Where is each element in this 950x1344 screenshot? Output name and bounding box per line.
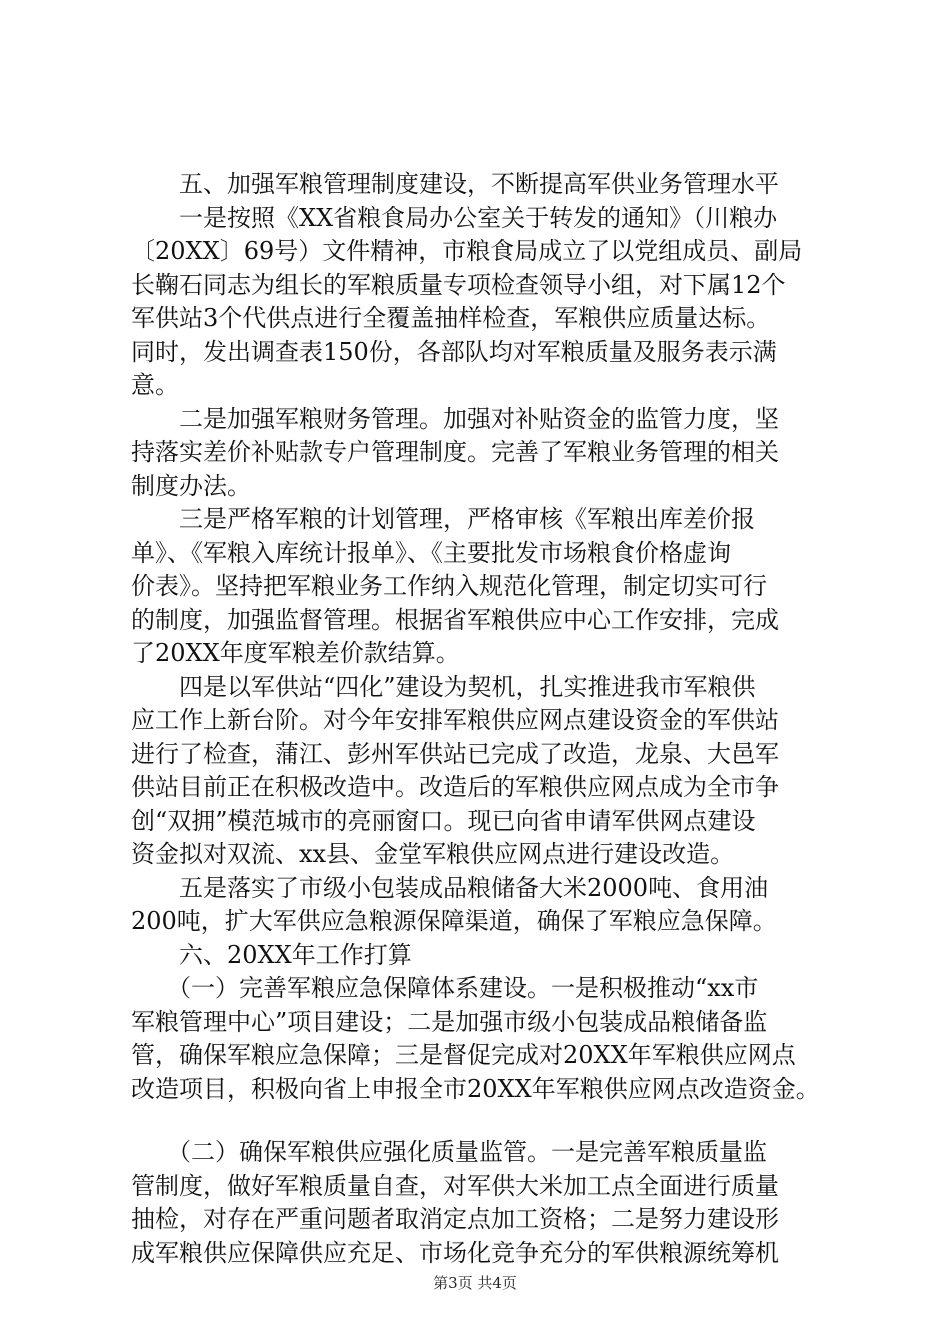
paragraph-line: 管制度，做好军粮质量自查，对军供大米加工点全面进行质量 [131, 1171, 779, 1200]
paragraph-line: 创“双拥”模范城市的亮丽窗口。现已向省申请军供网点建设 [131, 806, 756, 835]
paragraph-line: 供站目前正在积极改造中。改造后的军粮供应网点成为全市争 [131, 773, 779, 801]
paragraph-line: 单》、《军粮入库统计报单》、《主要批发市场粮食价格虚询 [131, 538, 731, 567]
paragraph-line: 进行了检查，蒲江、彭州军供站已完成了改造，龙泉、大邑军 [131, 739, 779, 768]
blank-line [131, 1106, 851, 1136]
paragraph-line: 持落实差价补贴款专户管理制度。完善了军粮业务管理的相关 [131, 438, 779, 466]
paragraph-line: 二是加强军粮财务管理。加强对补贴资金的监管力度，坚 [131, 404, 779, 433]
paragraph-line: 抽检，对存在严重问题者取消定点加工资格；二是努力建设形 [131, 1205, 779, 1233]
paragraph-line: （一）完善军粮应急保障体系建设。一是积极推动“xx市 [131, 974, 759, 1002]
paragraph-line: 了20XX年度军粮差价款结算。 [131, 639, 460, 667]
paragraph-line: 〔20XX〕69号）文件精神，市粮食局成立了以党组成员、副局 [131, 237, 803, 265]
paragraph-line: 的制度，加强监督管理。根据省军粮供应中心工作安排，完成 [131, 605, 779, 634]
heading-section-5: 五、加强军粮管理制度建设，不断提高军供业务管理水平 [131, 170, 779, 198]
paragraph-line: 三是严格军粮的计划管理，严格审核《军粮出库差价报 [131, 505, 755, 533]
paragraph-line: 制度办法。 [131, 471, 251, 500]
document-body [131, 168, 851, 1270]
paragraph-line: 一是按照《XX省粮食局办公室关于转发的通知》（川粮办 [131, 203, 778, 232]
paragraph-line: 军供站3个代供点进行全覆盖抽样检查，军粮供应质量达标。 [131, 304, 771, 332]
paragraph-line: 五是落实了市级小包装成品粮储备大米2000吨、食用油 [131, 873, 769, 902]
paragraph-line: 同时，发出调查表150份，各部队均对军粮质量及服务表示满 [131, 337, 777, 366]
heading-section-6: 六、20XX年工作打算 [131, 940, 412, 969]
paragraph-line: 军粮管理中心”项目建设；二是加强市级小包装成品粮储备监 [131, 1007, 768, 1036]
page-number-footer: 第3页 共4页 [433, 1274, 517, 1292]
paragraph-line: 长鞠石同志为组长的军粮质量专项检查领导小组，对下属12个 [131, 270, 786, 299]
paragraph-line: 管，确保军粮应急保障；三是督促完成对20XX年军粮供应网点 [131, 1041, 796, 1069]
paragraph-line: 意。 [131, 371, 179, 399]
paragraph-line: 成军粮供应保障供应充足、市场化竞争充分的军供粮源统筹机 [131, 1238, 779, 1267]
paragraph-line: 资金拟对双流、xx县、金堂军粮供应网点进行建设改造。 [131, 840, 735, 868]
paragraph-line: 应工作上新台阶。对今年安排军粮供应网点建设资金的军供站 [131, 706, 779, 734]
paragraph-line: 价表》。坚持把军粮业务工作纳入规范化管理，制定切实可行 [131, 572, 767, 600]
paragraph-line: 改造项目，积极向省上申报全市20XX年军粮供应网点改造资金。 [131, 1074, 820, 1103]
paragraph-line: 四是以军供站“四化”建设为契机，扎实推进我市军粮供 [131, 672, 756, 701]
paragraph-line: （二）确保军粮供应强化质量监管。一是完善军粮质量监 [131, 1138, 767, 1166]
paragraph-line: 200吨，扩大军供应急粮源保障渠道，确保了军粮应急保障。 [131, 907, 777, 935]
